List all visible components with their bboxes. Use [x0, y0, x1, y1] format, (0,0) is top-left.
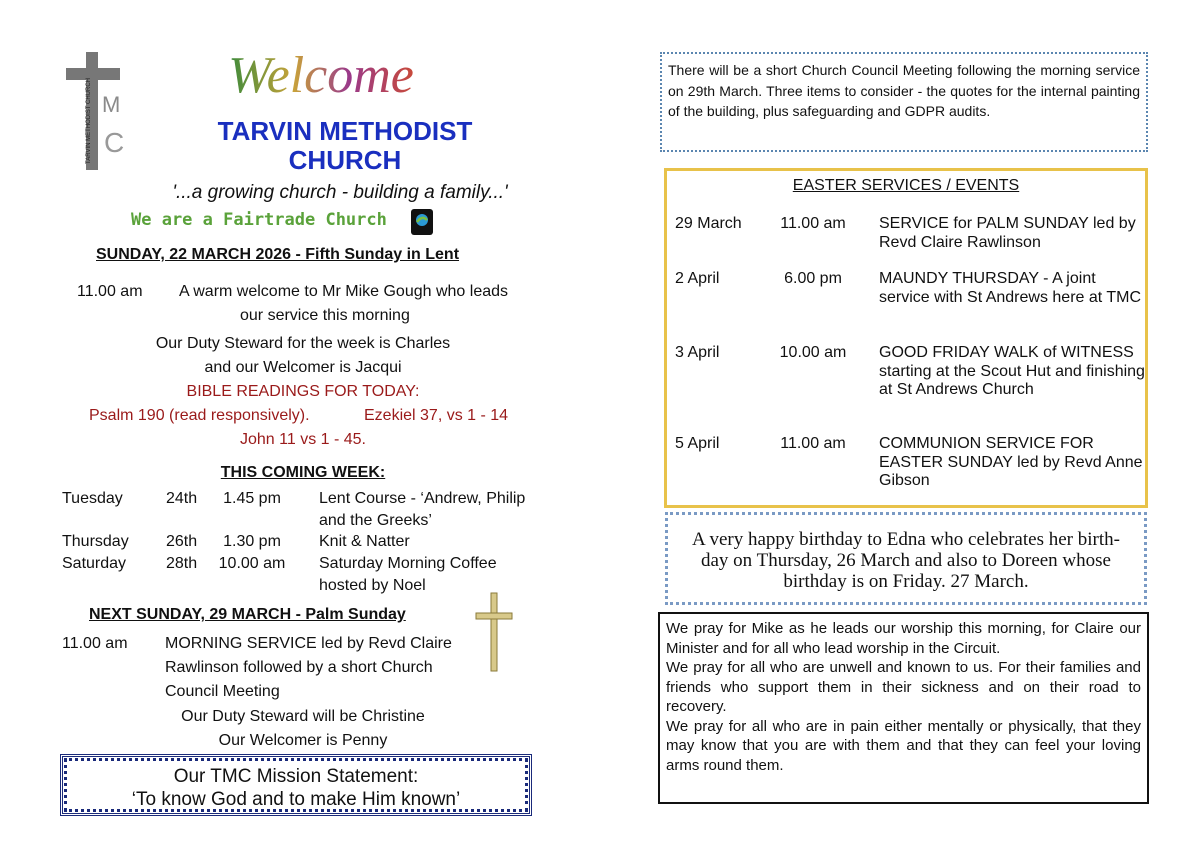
duty-steward-line: Our Duty Steward for the week is Charles: [155, 335, 451, 352]
next-duty-steward: Our Duty Steward will be Christine: [181, 708, 425, 725]
event-desc: GOOD FRIDAY WALK of WITNESS starting at the Scout Hut and finishing at St Andrews Church: [879, 344, 1145, 398]
week-day: Thursday: [62, 533, 129, 550]
birthday-notice: A very happy birthday to Edna who celebrates her birth-day on Thursday, 26 March and also to Doreen whose birthday is on Friday. 27 March.: [665, 512, 1147, 605]
service-time: 11.00 am: [77, 283, 143, 300]
logo-letters-t: M: [102, 92, 121, 117]
week-date: 24th: [166, 490, 198, 507]
logo-text: TARVIN METHODIST CHURCH: [86, 77, 92, 164]
event-date: 29 March: [675, 215, 742, 232]
welcomer-line: and our Welcomer is Jacqui: [204, 359, 402, 376]
week-time: 10.00 am: [218, 555, 286, 572]
welcome-text: Welcome: [228, 47, 414, 104]
event-time: 10.00 am: [779, 344, 847, 361]
prayers-box: [658, 612, 1149, 804]
event-time: 11.00 am: [780, 215, 846, 232]
service-text-line2: our service this morning: [240, 307, 410, 324]
bible-reading-ezekiel: Ezekiel 37, vs 1 - 14: [364, 407, 509, 424]
logo-letters-c: C: [104, 127, 125, 158]
palm-cross-icon: [474, 591, 514, 673]
prayer-paragraph: We pray for all who are unwell and known to us. For their families and friends who support them in their sickness and on their road to recovery.: [666, 659, 1141, 715]
week-date: 26th: [166, 533, 198, 550]
bible-readings-heading: BIBLE READINGS FOR TODAY:: [186, 383, 420, 400]
welcome-banner: [186, 40, 456, 110]
event-date: 2 April: [675, 270, 720, 287]
next-service-desc: MORNING SERVICE led by Revd Claire Rawlinson followed by a short Church Council Meeting: [165, 635, 452, 700]
week-day: Saturday: [62, 555, 127, 572]
easter-title: EASTER SERVICES / EVENTS: [792, 177, 1020, 194]
church-logo: [60, 52, 130, 170]
council-meeting-notice: There will be a short Church Council Meeting following the morning service on 29th March. Three items to consider - the quotes for the internal painting of the building, plus safeguarding and GDPR audits.: [660, 52, 1148, 152]
church-name-line2: CHURCH: [288, 145, 402, 175]
event-time: 11.00 am: [780, 435, 846, 452]
fairtrade-statement: We are a Fairtrade Church: [131, 210, 387, 230]
week-desc: Knit & Natter: [319, 533, 410, 550]
sunday-heading: SUNDAY, 22 MARCH 2026 - Fifth Sunday in Lent: [96, 246, 460, 263]
prayer-paragraph: We pray for all who are in pain either mentally or physically, that they may know that you are with them and that they can feel your loving arms round them.: [666, 717, 1141, 774]
week-date: 28th: [166, 555, 198, 572]
week-time: 1.30 pm: [223, 533, 281, 550]
next-welcomer: Our Welcomer is Penny: [218, 732, 388, 749]
church-name: [160, 117, 530, 175]
week-heading: THIS COMING WEEK:: [220, 464, 386, 481]
event-desc: MAUNDY THURSDAY - A joint service with St Andrews here at TMC: [879, 270, 1142, 306]
mission-statement-box: [60, 754, 532, 816]
fairtrade-icon: [411, 209, 433, 235]
church-name-line1: TARVIN METHODIST: [217, 116, 473, 146]
week-desc: Saturday Morning Coffee hosted by Noel: [319, 555, 497, 594]
mission-heading: Our TMC Mission Statement:: [173, 766, 419, 787]
easter-events-box: [664, 168, 1148, 508]
event-desc: SERVICE for PALM SUNDAY led by Revd Claire Rawlinson: [879, 215, 1136, 251]
bible-reading-psalm: Psalm 190 (read responsively).: [89, 407, 310, 424]
prayer-paragraph: We pray for Mike as he leads our worship this morning, for Claire our Minister and for all who lead worship in the Circuit.: [666, 620, 1141, 657]
week-time: 1.45 pm: [223, 490, 281, 507]
next-service-time: 11.00 am: [62, 635, 128, 652]
bible-reading-john: John 11 vs 1 - 45.: [240, 431, 366, 448]
service-text-line1: A warm welcome to Mr Mike Gough who leads: [179, 283, 509, 300]
tagline: '...a growing church - building a family...': [172, 182, 508, 203]
event-desc: COMMUNION SERVICE FOR EASTER SUNDAY led by Revd Anne Gibson: [879, 435, 1143, 489]
mission-text: ‘To know God and to make Him known’: [131, 789, 461, 810]
week-day: Tuesday: [62, 490, 123, 507]
week-desc: Lent Course - ‘Andrew, Philip and the Greeks’: [319, 490, 526, 529]
event-date: 5 April: [675, 435, 720, 452]
event-time: 6.00 pm: [784, 270, 842, 287]
event-date: 3 April: [675, 344, 720, 361]
next-sunday-heading: NEXT SUNDAY, 29 MARCH - Palm Sunday: [89, 606, 406, 623]
